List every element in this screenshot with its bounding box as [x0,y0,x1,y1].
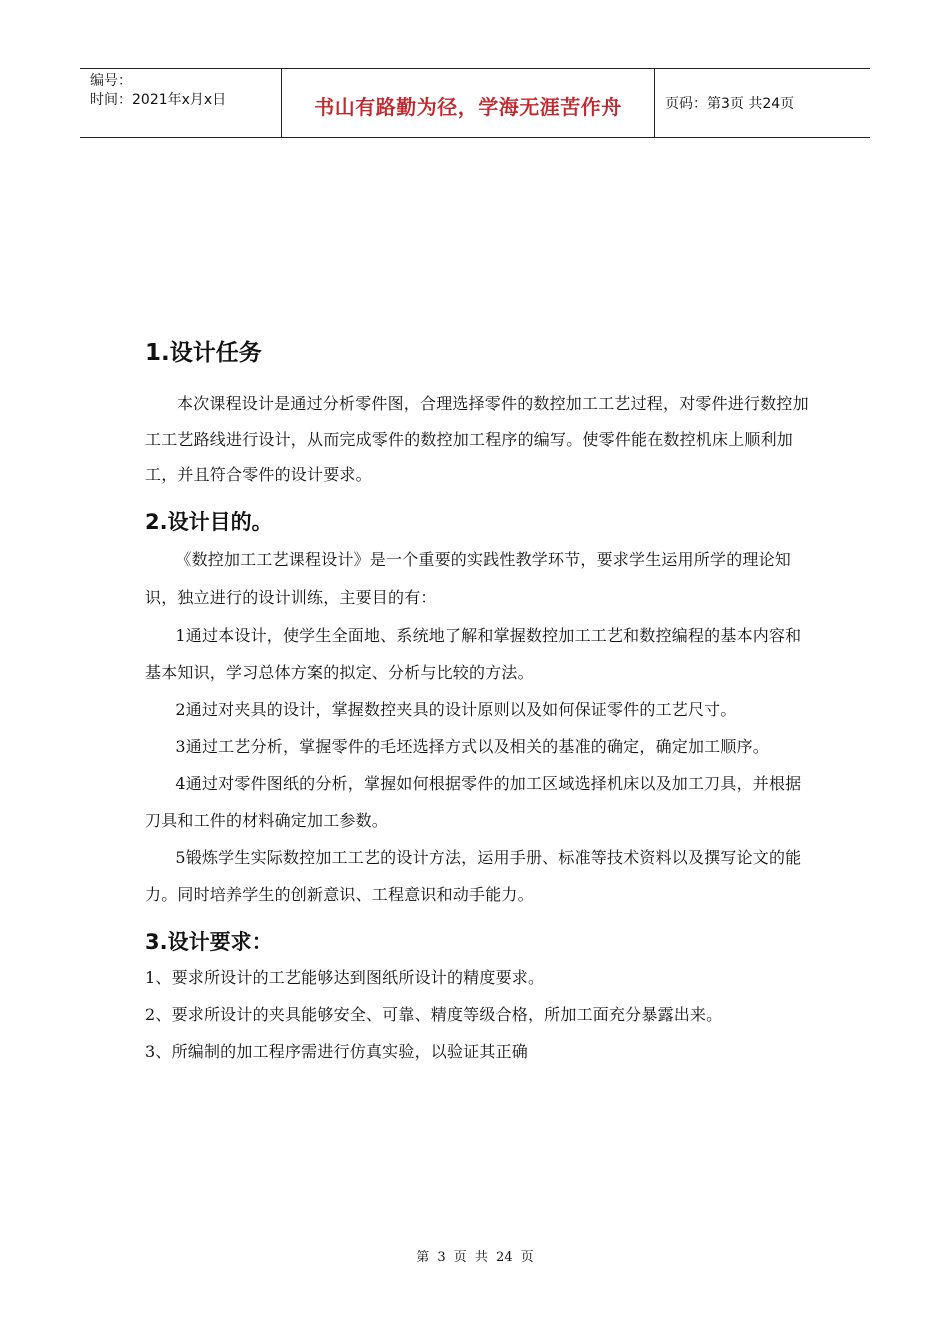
section-2-item: 5锻炼学生实际数控加工工艺的设计方法，运用手册、标准等技术资料以及撰写论文的能力。同时培养学生的创新意识、工程意识和动手能力。 [145,847,802,904]
document-header [80,68,870,138]
document-body [145,334,815,1070]
section-3-item: 3、所编制的加工程序需进行仿真实验，以验证其正确 [145,1041,528,1061]
section-2-item: 1通过本设计，使学生全面地、系统地了解和掌握数控加工工艺和数控编程的基本内容和基本知识，学习总体方案的拟定、分析与比较的方法。 [145,625,802,682]
section-2-item: 3通过工艺分析，掌握零件的毛坯选择方式以及相关的基准的确定，确定加工顺序。 [175,736,769,756]
section-3-item: 2、要求所设计的夹具能够安全、可靠、精度等级合格，所加工面充分暴露出来。 [145,1004,723,1024]
time-label: 时间：2021年x月x日 [90,92,227,108]
section-2-title: 2.设计目的。 [145,509,273,534]
header-page-label: 页码：第3页 共24页 [665,96,795,112]
section-2-intro: 《数控加工工艺课程设计》是一个重要的实践性教学环节，要求学生运用所学的理论知识，独立进行的设计训练，主要目的有： [145,549,791,607]
section-2-item: 2通过对夹具的设计，掌握数控夹具的设计原则以及如何保证零件的工艺尺寸。 [175,699,737,719]
section-3-item: 1、要求所设计的工艺能够达到图纸所设计的精度要求。 [145,967,545,987]
header-meta [90,72,226,110]
section-2-item: 4通过对零件图纸的分析，掌握如何根据零件的加工区域选择机床以及加工刀具，并根据刀具和工件的材料确定加工参数。 [145,773,802,830]
section-1-paragraph: 本次课程设计是通过分析零件图，合理选择零件的数控加工工艺过程，对零件进行数控加工工艺路线进行设计，从而完成零件的数控加工程序的编写。使零件能在数控机床上顺利加工，并且符合零件的设计要求。 [145,394,809,484]
section-1-title: 1.设计任务 [145,340,262,366]
header-divider [654,69,655,137]
section-3-title: 3.设计要求： [145,929,273,954]
number-label: 编号： [90,73,132,89]
header-motto: 书山有路勤为径，学海无涯苦作舟 [314,95,622,119]
page-footer: 第 3 页 共 24 页 [416,1250,534,1265]
